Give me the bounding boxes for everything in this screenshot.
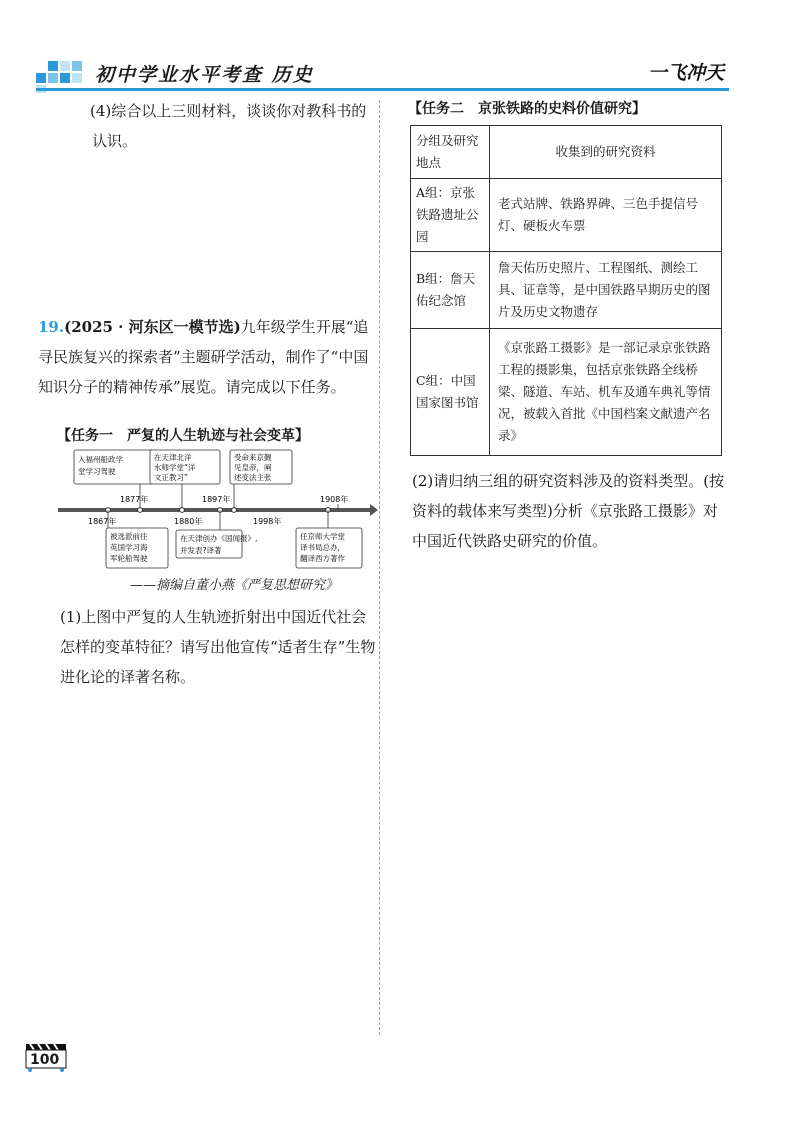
page-number: 100 [30,1052,60,1068]
header-title: 初中学业水平考查 历史 [95,64,314,86]
header-brand: 一飞冲天 [648,62,725,84]
svg-text:任京师大学堂: 任京师大学堂 [300,532,345,541]
year-label-1880: 1880年 [174,517,203,526]
q4-text-line2: 认识。 [92,132,138,150]
year-label-1998: 1998年 [253,517,282,526]
event-1877-line2: 堂学习驾驶 [78,467,116,476]
svg-text:在天津北洋: 在天津北洋 [154,453,192,462]
question-number: 19. [38,318,65,336]
svg-text:见皇帝，阐: 见皇帝，阐 [234,463,272,472]
timeline-diagram [58,448,378,570]
table-row [411,252,722,329]
table-cell-material: 《京张路工摄影》是一部记录京张铁路工程的摄影集，包括京张铁路全线桥梁、隧道、车站、机车及通车典礼等情况，被载入首批《中国档案文献遗产名录》 [490,329,722,456]
page-number-badge [24,1038,72,1072]
svg-text:并发表?译著: 并发表?译著 [180,546,222,555]
svg-text:英国学习海: 英国学习海 [110,543,148,552]
year-label-1897: 1897年 [202,495,231,504]
year-label-1867: 1867年 [88,517,117,526]
table-cell-group: C组：中国国家图书馆 [411,329,490,456]
table-header-group: 分组及研究地点 [411,126,490,179]
table-cell-group: A组：京张铁路遗址公园 [411,179,490,252]
svg-text:水师学堂“洋: 水师学堂“洋 [154,463,196,472]
svg-text:翻译西方著作: 翻译西方著作 [300,554,345,563]
sub-question-2: (2)请归纳三组的研究资料涉及的资料类型。(按资料的载体来写类型)分析《京张路工摄影》对中国近代铁路史研究的价值。 [412,472,725,550]
question-19-text: 九年级学生开展“追寻民族复兴的探索者”主题研学活动，制作了“中国知识分子的精神传承”展览。请完成以下任务。 [38,318,369,396]
svg-text:受命来京觐: 受命来京觐 [234,453,272,462]
task2-title: 【任务二 京张铁路的史料价值研究】 [408,101,646,117]
table-cell-material: 詹天佑历史照片、工程图纸、测绘工具、证章等，是中国铁路早期历史的图片及历史文物遗存 [490,252,722,329]
sub-question-1: (1)上图中严复的人生轨迹折射出中国近代社会怎样的变革特征？请写出他宣传“适者生存”生物进化论的译著名称。 [60,608,376,686]
column-divider [379,100,380,1035]
q4-text-line1: (4)综合以上三则材料，谈谈你对教科书的 [90,102,367,120]
table-row [411,329,722,456]
question-source: (2025 · 河东区一模节选) [64,318,241,336]
table-row [411,179,722,252]
year-label-1908: 1908年 [320,495,349,504]
research-table [410,125,722,456]
question-19 [38,312,374,402]
event-1877-line1: 入福州船政学 [78,455,123,464]
year-label-1877: 1877年 [120,495,149,504]
table-cell-material: 老式站牌、铁路界碑、三色手提信号灯、硬板火车票 [490,179,722,252]
table-header-material: 收集到的研究资料 [490,126,722,179]
svg-text:文正教习”: 文正教习” [154,473,188,482]
timeline-arrow-icon [370,504,378,516]
svg-text:被选派前往: 被选派前往 [110,532,148,541]
svg-text:在天津创办《国闻报》,: 在天津创办《国闻报》, [180,534,258,543]
header-rule [36,88,729,91]
task1-title: 【任务一 严复的人生轨迹与社会变革】 [57,428,309,444]
svg-text:军轮船驾驶: 军轮船驾驶 [110,554,148,563]
svg-text:述变法主张: 述变法主张 [234,473,272,482]
table-cell-group: B组：詹天佑纪念馆 [411,252,490,329]
citation: ——摘编自董小燕《严复思想研究》 [130,578,339,593]
table-header-row [411,126,722,179]
svg-text:译书局总办,: 译书局总办, [300,543,340,552]
